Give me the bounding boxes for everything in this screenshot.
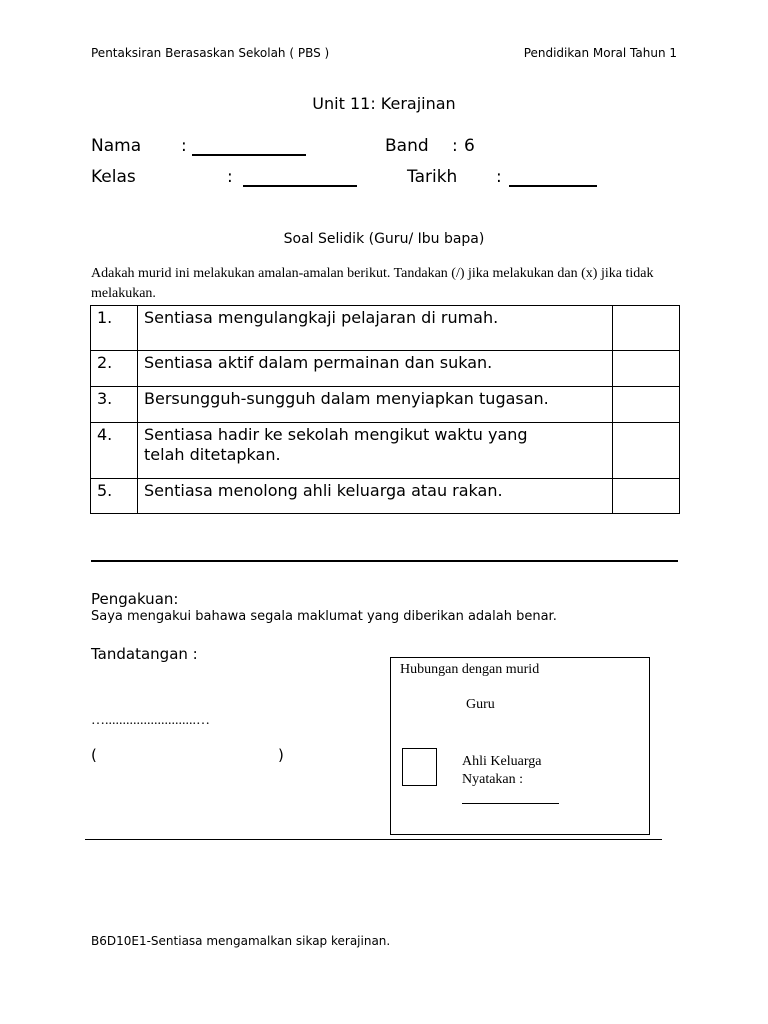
survey-table xyxy=(90,305,680,514)
table-row xyxy=(91,351,680,387)
tick-cell[interactable] xyxy=(613,306,680,351)
option-ahli-keluarga: Ahli Keluarga xyxy=(462,754,542,769)
option-guru: Guru xyxy=(466,697,495,712)
item-number: 3. xyxy=(91,387,138,423)
table-row xyxy=(91,306,680,351)
kelas-field[interactable] xyxy=(243,185,357,187)
tick-cell[interactable] xyxy=(613,479,680,514)
band-colon: : xyxy=(452,136,458,156)
header-left: Pentaksiran Berasaskan Sekolah ( PBS ) xyxy=(91,46,330,60)
nama-colon: : xyxy=(181,136,187,156)
table-row xyxy=(91,479,680,514)
item-text: Bersungguh-sungguh dalam menyiapkan tugasan. xyxy=(138,387,613,423)
item-text: Sentiasa hadir ke sekolah mengikut waktu yang telah ditetapkan. xyxy=(138,423,613,479)
declaration-text: Saya mengakui bahawa segala maklumat yang diberikan adalah benar. xyxy=(91,609,557,624)
kelas-colon: : xyxy=(227,167,233,187)
instruction-text: Adakah murid ini melakukan amalan-amalan berikut. Tandakan (/) jika melakukan dan (x) jika tidak melakukan. xyxy=(91,266,654,301)
item-text: Sentiasa aktif dalam permainan dan sukan. xyxy=(138,351,613,387)
item-number: 5. xyxy=(91,479,138,514)
item-number: 2. xyxy=(91,351,138,387)
name-paren-close: ) xyxy=(278,746,284,764)
tick-cell[interactable] xyxy=(613,423,680,479)
table-row xyxy=(91,423,680,479)
page-title: Unit 11: Kerajinan xyxy=(312,94,456,113)
relationship-box xyxy=(390,657,650,835)
tarikh-colon: : xyxy=(496,167,502,187)
bottom-divider xyxy=(85,839,662,840)
item-number: 1. xyxy=(91,306,138,351)
nama-label: Nama xyxy=(91,136,142,156)
nyatakan-field[interactable] xyxy=(462,803,559,804)
signature-label: Tandatangan : xyxy=(91,645,198,663)
band-value: 6 xyxy=(464,136,475,156)
kelas-label: Kelas xyxy=(91,167,136,187)
section-divider xyxy=(91,560,678,562)
declaration-heading: Pengakuan: xyxy=(91,590,179,608)
signature-line[interactable]: …..........................… xyxy=(91,713,210,728)
item-text: Sentiasa mengulangkaji pelajaran di rumah. xyxy=(138,306,613,351)
footer-text: B6D10E1-Sentiasa mengamalkan sikap kerajinan. xyxy=(91,934,391,948)
ahli-keluarga-checkbox[interactable] xyxy=(402,748,437,786)
item-number: 4. xyxy=(91,423,138,479)
tick-cell[interactable] xyxy=(613,387,680,423)
tarikh-field[interactable] xyxy=(509,185,597,187)
name-paren-open: ( xyxy=(91,746,97,764)
item-text: Sentiasa menolong ahli keluarga atau rakan. xyxy=(138,479,613,514)
tick-cell[interactable] xyxy=(613,351,680,387)
nyatakan-label: Nyatakan : xyxy=(462,772,524,787)
table-row xyxy=(91,387,680,423)
tarikh-label: Tarikh xyxy=(407,167,458,187)
band-label: Band xyxy=(385,136,429,156)
header-right: Pendidikan Moral Tahun 1 xyxy=(523,46,677,60)
nama-field[interactable] xyxy=(192,154,306,156)
relationship-heading: Hubungan dengan murid xyxy=(400,662,540,677)
survey-title: Soal Selidik (Guru/ Ibu bapa) xyxy=(283,231,485,247)
